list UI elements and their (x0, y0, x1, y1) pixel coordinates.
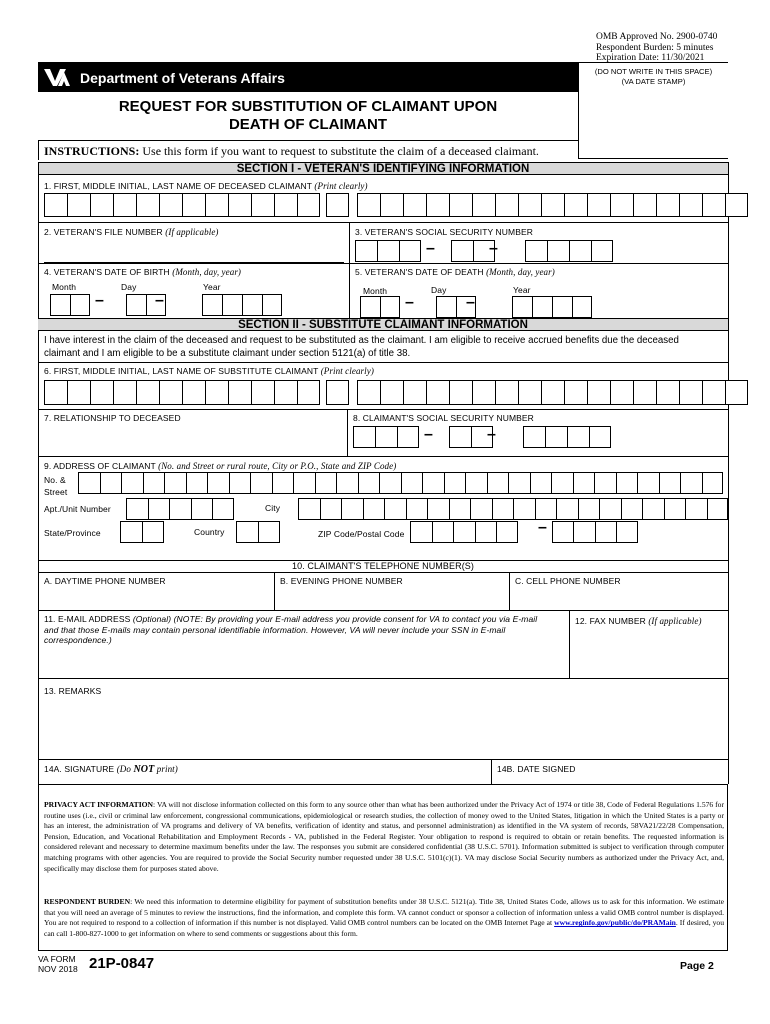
char-box-group[interactable] (357, 193, 748, 217)
field2-label: 2. VETERAN'S FILE NUMBER (If applicable) (44, 227, 219, 237)
char-box-group[interactable] (298, 498, 728, 520)
omb-expiration: Expiration Date: 11/30/2021 (596, 53, 705, 63)
char-box-group[interactable] (326, 380, 349, 405)
dash-separator: – (424, 426, 433, 443)
char-box-group[interactable] (360, 296, 400, 318)
omb-link[interactable]: www.reginfo.gov/public/do/PRAMain (554, 918, 676, 928)
instructions-text: Use this form if you want to request to substitute the claim of a deceased claimant. (142, 144, 539, 158)
char-box-group[interactable] (525, 240, 613, 262)
daytime-phone-input[interactable] (40, 590, 270, 608)
apt-label: Apt./Unit Number (44, 504, 111, 514)
char-box-group[interactable] (126, 498, 234, 520)
instructions (44, 144, 539, 159)
city-label: City (265, 503, 281, 513)
fax-input[interactable] (573, 630, 725, 674)
dod-year-label: Year (513, 285, 531, 295)
dash-separator: – (405, 294, 414, 311)
char-box-group[interactable] (78, 472, 723, 494)
dob-year-label: Year (203, 282, 221, 292)
field12-label: 12. FAX NUMBER (If applicable) (575, 616, 702, 626)
field5-label: 5. VETERAN'S DATE OF DEATH (Month, day, year) (355, 267, 555, 277)
substitution-statement: I have interest in the claim of the deceased and request to be substituted as the claimant. I am eligible to receive accrued benefits due the deceased claimant and I am eligible to be a substitute claimant under section 5121(a) of title 38. (44, 335, 679, 359)
footer-form-info: VA FORM NOV 2018 (38, 954, 78, 974)
privacy-act-text: PRIVACY ACT INFORMATION: VA will not disclose information collected on this form to any source other than what has been authorized under the Privacy Act of 1974 or title 38, Code of Federal Regulations 1.576 for routine uses (i.e., civil or criminal law enforcement, congressional communications, epidemiological or research studies, the collection of money owed to the United States, litigation in which the United States is a party or has an interest, the administration of VA programs and delivery of VA benefits, verification of identity and status, and personnel administration) as identified in the VA system of records, 58VA21/22/28 Compensation, Pension, Education, and Vocational Rehabilitation and Employment Records - VA, published in the Federal Register. Your obligation to respond is required to obtain or retain benefits. The requested information is considered relevant and necessary to determine maximum benefits under the law. The responses you submit are considered confidential (38 U.S.C. 5701). Information submitted is subject to verification through computer matching programs with other agencies. You are required to provide the Social Security number requested under 38 U.S.C. 5101(c)(1). VA may disclose Social Security numbers as authorized under the Privacy Act, and, specifically may disclose them for purposes stated above. (44, 800, 724, 873)
stamp-line2: (VA DATE STAMP) (621, 77, 686, 86)
section1-title: SECTION I - VETERAN'S IDENTIFYING INFORMATION (38, 162, 728, 175)
dash-separator: – (466, 294, 475, 311)
omb-burden: Respondent Burden: 5 minutes (596, 42, 714, 53)
field7-label: 7. RELATIONSHIP TO DECEASED (44, 413, 181, 423)
zip-label: ZIP Code/Postal Code (318, 529, 405, 539)
char-box-group[interactable] (357, 380, 748, 405)
street-label: No. & Street (44, 475, 68, 497)
char-box-group[interactable] (44, 193, 320, 217)
field8-label: 8. CLAIMANT'S SOCIAL SECURITY NUMBER (353, 413, 534, 423)
remarks-input[interactable] (44, 700, 724, 756)
va-seal-icon (42, 66, 72, 88)
title-line1: REQUEST FOR SUBSTITUTION OF CLAIMANT UPON (118, 98, 498, 115)
dash-separator: – (538, 519, 547, 536)
dod-month-label: Month (363, 286, 388, 296)
field6-label: 6. FIRST, MIDDLE INITIAL, LAST NAME OF SUBSTITUTE CLAIMANT (Print clearly) (44, 366, 374, 376)
dash-separator: – (95, 292, 104, 309)
field4-label: 4. VETERAN'S DATE OF BIRTH (Month, day, year) (44, 267, 242, 277)
field10a-label: A. DAYTIME PHONE NUMBER (44, 576, 166, 586)
field14a-label: 14A. SIGNATURE (Do NOT print) (44, 764, 178, 775)
char-box-group[interactable] (523, 426, 611, 448)
date-stamp-area (578, 62, 728, 159)
relationship-input[interactable] (44, 428, 344, 452)
field13-label: 13. REMARKS (44, 686, 102, 696)
agency-header-bar (38, 62, 578, 92)
char-box-group[interactable] (236, 521, 280, 543)
dash-separator: – (426, 240, 435, 257)
char-box-group[interactable] (120, 521, 164, 543)
title-line2: DEATH OF CLAIMANT (228, 116, 388, 133)
field11-label: 11. E-MAIL ADDRESS (Optional) (NOTE: By providing your E-mail address you provide consent for VA to contact you via E-mail and that those E-mails may contain personal identifiable information. However, VA will never include your SSN in E-mail correspondence.) (44, 614, 538, 645)
field1-label: 1. FIRST, MIDDLE INITIAL, LAST NAME OF DECEASED CLAIMANT (Print clearly) (44, 181, 368, 191)
field9-label: 9. ADDRESS OF CLAIMANT (No. and Street or rural route, City or P.O., State and ZIP Code) (44, 461, 397, 471)
dash-separator: – (489, 240, 498, 257)
char-box-group[interactable] (410, 521, 518, 543)
dod-day-label: Day (431, 285, 447, 295)
omb-approved: OMB Approved No. 2900-0740 (596, 32, 718, 42)
field10-label: 10. CLAIMANT'S TELEPHONE NUMBER(S) (292, 561, 474, 571)
state-label: State/Province (44, 528, 101, 538)
char-box-group[interactable] (50, 294, 90, 316)
char-box-group[interactable] (552, 521, 638, 543)
instructions-label: INSTRUCTIONS: (44, 144, 140, 158)
form-title (38, 98, 578, 134)
field3-label: 3. VETERAN'S SOCIAL SECURITY NUMBER (355, 227, 533, 237)
field10b-label: B. EVENING PHONE NUMBER (280, 576, 403, 586)
char-box-group[interactable] (326, 193, 349, 217)
char-box-group[interactable] (355, 240, 421, 262)
respondent-burden-text: RESPONDENT BURDEN: We need this information to determine eligibility for payment of substitution benefits under 38 U.S.C. 5121(a). Title 38, United States Code, allows us to ask for this information. We estimate that you will need an average of 5 minutes to review the instructions, find the information, and complete this form. VA cannot conduct or sponsor a collection of information unless a valid OMB control number is displayed. You are not required to respond to a collection of information if this number is not displayed. Valid OMB control numbers can be located on the OMB Internet Page at www.reginfo.gov/public/do/PRAMain. If desired, you can call 1-800-827-1000 to get information on where to send comments or suggestions about this form. (44, 897, 724, 938)
char-box-group[interactable] (44, 380, 320, 405)
country-label: Country (194, 527, 225, 537)
email-input[interactable] (44, 648, 564, 676)
field14b-label: 14B. DATE SIGNED (497, 764, 576, 774)
agency-name: Department of Veterans Affairs (80, 70, 285, 86)
section2-title: SECTION II - SUBSTITUTE CLAIMANT INFORMATION (38, 318, 728, 331)
dob-day-label: Day (121, 282, 137, 292)
dash-separator: – (155, 292, 164, 309)
field10c-label: C. CELL PHONE NUMBER (515, 576, 621, 586)
char-box-group[interactable] (353, 426, 419, 448)
page-number: Page 2 (680, 960, 714, 972)
dob-month-label: Month (52, 282, 77, 292)
dash-separator: – (487, 426, 496, 443)
char-box-group[interactable] (202, 294, 282, 316)
evening-phone-input[interactable] (276, 590, 506, 608)
char-box-group[interactable] (512, 296, 592, 318)
form-number: 21P-0847 (89, 955, 155, 972)
omb-block (596, 32, 717, 64)
stamp-line1: (DO NOT WRITE IN THIS SPACE) (594, 67, 713, 76)
signature-input[interactable] (44, 778, 484, 782)
cell-phone-input[interactable] (511, 590, 726, 608)
file-number-input[interactable] (44, 241, 344, 263)
